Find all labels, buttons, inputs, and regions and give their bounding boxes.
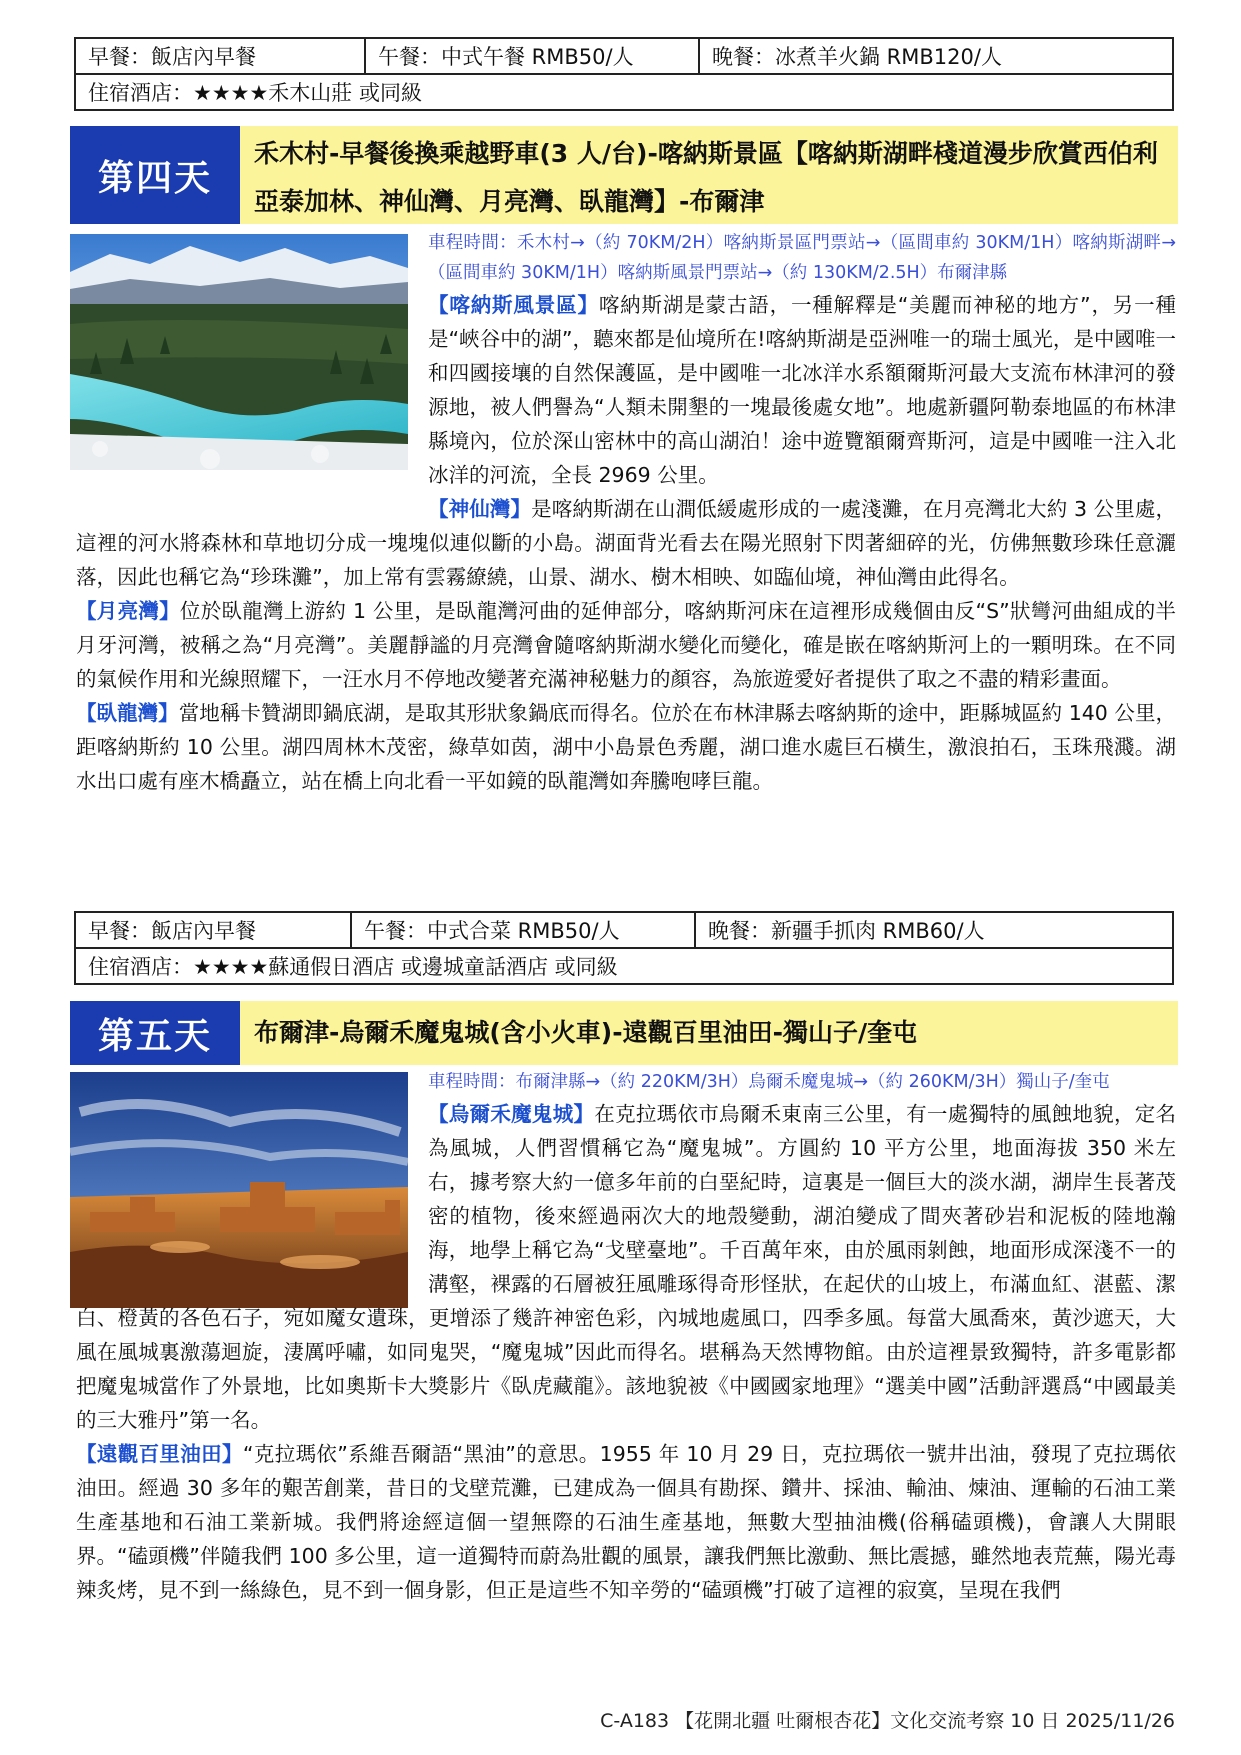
kanas-scenic-text: 喀納斯湖是蒙古語，一種解釋是“美麗而神秘的地方”，另一種是“峽谷中的湖”，聽來都是仙境所在!喀納斯湖是亞洲唯一的瑞士風光，是中國唯一和四國接壤的自然保護區，是中國唯一北冰洋水系額爾斯河最大支流布林津河的發源地，被人們譽為“人類未開墾的一塊最後處女地”。地處新疆阿勒泰地區的布林津縣境內，位於深山密林中的高山湖泊！途中遊覽額爾齊斯河，這是中國唯一注入北冰洋的河流，全長 2969 公里。 [428,293,1177,487]
wolong-bay-paragraph [76,696,1176,798]
page-footer: C-A183 【花開北疆 吐爾根杏花】文化交流考察 10 日 2025/11/26 [600,1710,1175,1732]
day4-content [76,228,1176,798]
day5-title: 布爾津-烏爾禾魔鬼城(含小火車)-遠觀百里油田-獨山子/奎屯 [240,1001,1178,1065]
devil-city-keyword: 【烏爾禾魔鬼城】 [428,1102,595,1126]
hotel-cell: 住宿酒店：★★★★蘇通假日酒店 或邊城童話酒店 或同級 [75,948,1173,984]
day3-meal-table [74,37,1174,111]
kanas-scenic-keyword: 【喀納斯風景區】 [428,293,599,317]
day5-route: 車程時間：布爾津縣→（約 220KM/3H）烏爾禾魔鬼城→（約 260KM/3H）獨山子/奎屯 [428,1072,1110,1092]
wolong-bay-keyword: 【臥龍灣】 [76,701,179,725]
day5-header [70,1001,1178,1065]
oil-field-text: “克拉瑪依”系維吾爾語“黑油”的意思。1955 年 10 月 29 日，克拉瑪依一號井出油，發現了克拉瑪依油田。經過 30 多年的艱苦創業，昔日的戈壁荒灘，已建成為一個具有勘探、鑽井、採油、輸油、煉油、運輸的石油工業生產基地和石油工業新城。我們將途經這個一望無際的石油生產基地，無數大型抽油機(俗稱磕頭機)，會讓人大開眼界。“磕頭機”伴隨我們 100 多公里，這一道獨特而蔚為壯觀的風景，讓我們無比激動、無比震撼，雖然地表荒蕪，陽光毒辣炙烤，見不到一絲綠色，見不到一個身影，但正是這些不知辛勞的“磕頭機”打破了這裡的寂寞，呈現在我們 [76,1442,1177,1602]
day4-header [70,126,1178,224]
moon-bay-paragraph [76,594,1176,696]
wolong-bay-text: 當地稱卡贊湖即鍋底湖，是取其形狀象鍋底而得名。位於在布林津縣去喀納斯的途中，距縣城區約 140 公里，距喀納斯約 10 公里。湖四周林木茂密，綠草如茵，湖中小島景色秀麗，湖口進水處巨石橫生，激浪拍石，玉珠飛濺。湖水出口處有座木橋矗立，站在橋上向北看一平如鏡的臥龍灣如奔騰咆哮巨龍。 [76,701,1176,793]
day4-title: 禾木村-早餐後換乘越野車(3 人/台)-喀納斯景區【喀納斯湖畔棧道漫步欣賞西伯利亞泰加林、神仙灣、月亮灣、臥龍灣】-布爾津 [240,126,1178,224]
devil-city-text: 在克拉瑪依市烏爾禾東南三公里，有一處獨特的風蝕地貌，定名為風城，人們習慣稱它為“魔鬼城”。方圓約 10 平方公里，地面海拔 350 米左右，據考察大約一億多年前的白堊紀時，這裏是一個巨大的淡水湖，湖岸生長著茂密的植物，後來經過兩次大的地殼變動，湖泊變成了間夾著砂岩和泥板的陸地瀚海，地學上稱它為“戈壁臺地”。千百萬年來，由於風雨剝蝕，地面形成深淺不一的溝壑，裸露的石層被狂風雕琢得奇形怪狀，在起伏的山坡上，布滿血紅、湛藍、潔白、橙黃的各色石子，宛如魔女遺珠，更增添了幾許神密色彩，內城地處風口，四季多風。每當大風喬來，黃沙遮天，大風在風城裏激蕩迴旋，淒厲呼嘯，如同鬼哭，“魔鬼城”因此而得名。堪稱為天然博物館。由於這裡景致獨特，許多電影都把魔鬼城當作了外景地，比如奧斯卡大獎影片《臥虎藏龍》。該地貌被《中國國家地理》“選美中國”活動評選爲“中國最美的三大雅丹”第一名。 [76,1102,1177,1432]
day4-meal-table [74,911,1174,985]
hotel-cell: 住宿酒店：★★★★禾木山莊 或同級 [75,74,1173,110]
moon-bay-keyword: 【月亮灣】 [76,599,180,623]
moon-bay-text: 位於臥龍灣上游約 1 公里，是臥龍灣河曲的延伸部分，喀納斯河床在這裡形成幾個由反“S”狀彎河曲組成的半月牙河灣，被稱之為“月亮灣”。美麗靜謐的月亮灣會隨喀納斯湖水變化而變化，確是嵌在喀納斯河上的一顆明珠。在不同的氣候作用和光線照耀下，一汪水月不停地改變著充滿神秘魅力的顏容，為旅遊愛好者提供了取之不盡的精彩畫面。 [76,599,1177,691]
oil-field-paragraph [76,1437,1176,1607]
shenxian-bay-text: 是喀納斯湖在山澗低緩處形成的一處淺灘，在月亮灣北大約 3 公里處，這裡的河水將森林和草地切分成一塊塊似連似斷的小島。湖面背光看去在陽光照射下閃著細碎的光，仿佛無數珍珠任意灑落，因此也稱它為“珍珠灘”，加上常有雲霧繚繞，山景、湖水、樹木相映、如臨仙境，神仙灣由此得名。 [76,497,1177,589]
lunch-cell: 午餐：中式午餐 RMB50/人 [365,38,699,74]
shenxian-bay-paragraph [76,492,1176,594]
breakfast-cell: 早餐：飯店內早餐 [75,38,365,74]
day5-content [76,1067,1176,1607]
oil-field-keyword: 【遠觀百里油田】 [76,1442,243,1466]
day5-label: 第五天 [70,1001,240,1065]
breakfast-cell: 早餐：飯店內早餐 [75,912,351,948]
shenxian-bay-keyword: 【神仙灣】 [428,497,532,521]
dinner-cell: 晚餐：冰煮羊火鍋 RMB120/人 [699,38,1173,74]
dinner-cell: 晚餐：新疆手抓肉 RMB60/人 [695,912,1173,948]
day4-label: 第四天 [70,126,240,224]
day4-route: 車程時間：禾木村→（約 70KM/2H）喀納斯景區門票站→（區間車約 30KM/1H）喀納斯湖畔→（區間車約 30KM/1H）喀納斯風景門票站→（約 130KM/2.5H）布爾津縣 [428,233,1176,283]
lunch-cell: 午餐：中式合菜 RMB50/人 [351,912,695,948]
